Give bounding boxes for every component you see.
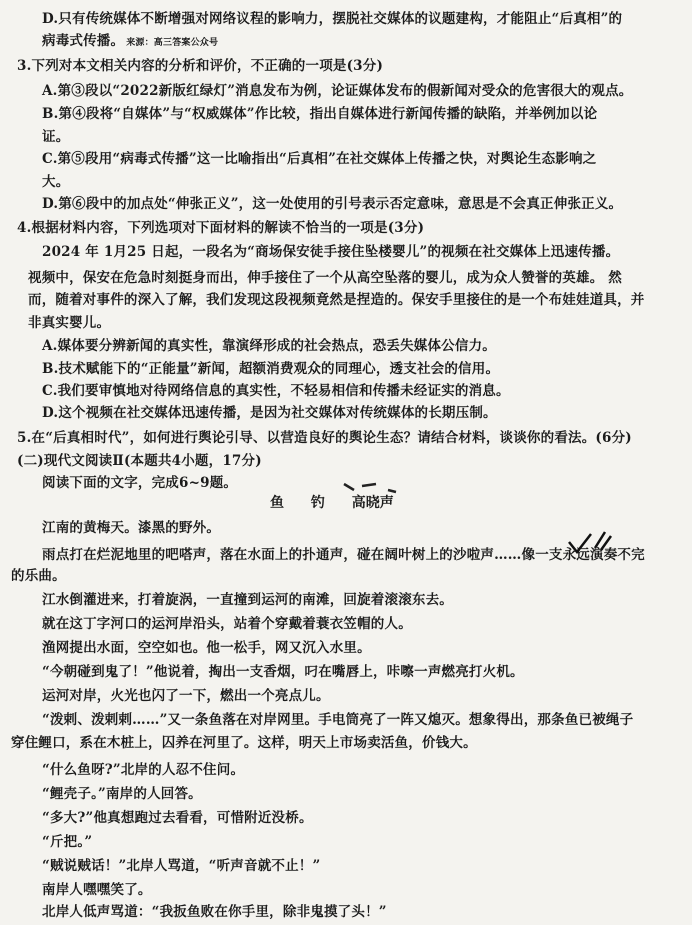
text-line: 证。 (42, 129, 70, 145)
material-text: 2024 年 1月25 日起，一段名为“商场保安徒手接住坠楼婴儿”的视频在社交媒体上迅速传播。 (42, 244, 620, 260)
story-paragraph: 雨点打在烂泥地里的吧嗒声，落在水面上的扑通声，碰在阔叶树上的沙啦声……像一支永远演奏不完 (42, 547, 645, 563)
story-paragraph: “泼剌、泼剌剌……”又一条鱼落在对岸网里。手电筒亮了一阵又熄灭。想象得出，那条鱼已被绳子 (42, 712, 634, 728)
option-d: D.第⑥段中的加点处“伸张正义”，这一处使用的引号表示否定意味，意思是不会真正伸张正义。 (42, 196, 623, 212)
watermark: 来源：高三答案公众号 (126, 38, 219, 48)
section-heading: (二)现代文阅读Ⅱ(本题共4小题，17分) (17, 453, 262, 469)
text-line: 大。 (42, 174, 70, 190)
question-5: 5.在“后真相时代”，如何进行舆论引导、以营造良好的舆论生态？请结合材料，谈谈你的看法。(6分) (17, 430, 632, 446)
story-paragraph: 江南的黄梅天。漆黑的野外。 (42, 520, 221, 536)
dialogue: “贼说贼话！”北岸人骂道，“听声音就不止！” (42, 858, 321, 874)
pen-mark (340, 478, 400, 502)
option-c: C.我们要审慎地对待网络信息的真实性，不轻易相信和传播未经证实的消息。 (42, 383, 510, 399)
dialogue: “多大?”他真想跑过去看看，可惜附近没桥。 (42, 810, 313, 826)
dialogue: “什么鱼呀?”北岸的人忍不住问。 (42, 762, 245, 778)
check-mark (565, 528, 615, 560)
material-text: 非真实婴儿。 (28, 315, 111, 331)
dialogue: 北岸人低声骂道：“我扳鱼败在你手里，除非鬼摸了头！” (42, 904, 387, 920)
story-paragraph: 渔网提出水面，空空如也。他一松手，网又沉入水里。 (42, 640, 371, 656)
material-text: 而，随着对事件的深入了解，我们发现这段视频竟然是捏造的。保安手里接住的是一个布娃娃道具，并 (28, 292, 645, 308)
story-paragraph: “今朝碰到鬼了！”他说着，掏出一支香烟，叼在嘴唇上，咔嚓一声燃亮打火机。 (42, 664, 524, 680)
material-text: 视频中，保安在危急时刻挺身而出，伸手接住了一个从高空坠落的婴儿，成为众人赞誉的英雄。 然 (28, 270, 622, 286)
author: 高晓声 (351, 495, 394, 511)
option-c: C.第⑤段用“病毒式传播”这一比喻指出“后真相”在社交媒体上传播之快，对舆论生态影响之 (42, 151, 597, 167)
dialogue: “鲤壳子。”南岸的人回答。 (42, 786, 202, 802)
option-d: D.这个视频在社交媒体迅速传播，是因为社交媒体对传统媒体的长期压制。 (42, 405, 497, 421)
dialogue: 南岸人嘿嘿笑了。 (42, 882, 152, 898)
option-a: A.第③段以“2022新版红绿灯”消息发布为例，论证媒体发布的假新闻对受众的危害很大的观点。 (42, 83, 633, 99)
option-b: B.技术赋能下的“正能量”新闻，超额消费观众的同理心，透支社会的信用。 (42, 361, 500, 377)
story-paragraph: 江水倒灌进来，打着旋涡，一直撞到运河的南滩，回旋着滚滚东去。 (42, 592, 453, 608)
dialogue: “斤把。” (42, 834, 93, 850)
question-3: 3.下列对本文相关内容的分析和评价，不正确的一项是(3分) (17, 58, 384, 74)
title-char: 鱼 (270, 495, 284, 511)
text-line: 病毒式传播。 来源：高三答案公众号 (42, 33, 219, 49)
story-paragraph: 穿住鲤口，系在木桩上，囚养在河里了。这样，明天上市场卖活鱼，价钱大。 (11, 735, 477, 751)
instruction: 阅读下面的文字，完成6~9题。 (42, 475, 238, 491)
text-line: D.只有传统媒体不断增强对网络议程的影响力，摆脱社交媒体的议题建构，才能阻止“后真相”的 (42, 11, 623, 27)
option-b: B.第④段将“自媒体”与“权威媒体”作比较，指出自媒体进行新闻传播的缺陷，并举例加以论 (42, 106, 598, 122)
option-a: A.媒体要分辨新闻的真实性，靠演绎形成的社会热点，恐丢失媒体公信力。 (42, 338, 496, 354)
title-char: 钓 (310, 495, 325, 511)
story-paragraph: 的乐曲。 (11, 568, 66, 584)
story-paragraph: 运河对岸，火光也闪了一下，燃出一个亮点儿。 (42, 688, 330, 704)
story-paragraph: 就在这丁字河口的运河岸沿头，站着个穿戴着蓑衣笠帽的人。 (42, 616, 412, 632)
question-4: 4.根据材料内容，下列选项对下面材料的解读不恰当的一项是(3分) (17, 220, 425, 236)
